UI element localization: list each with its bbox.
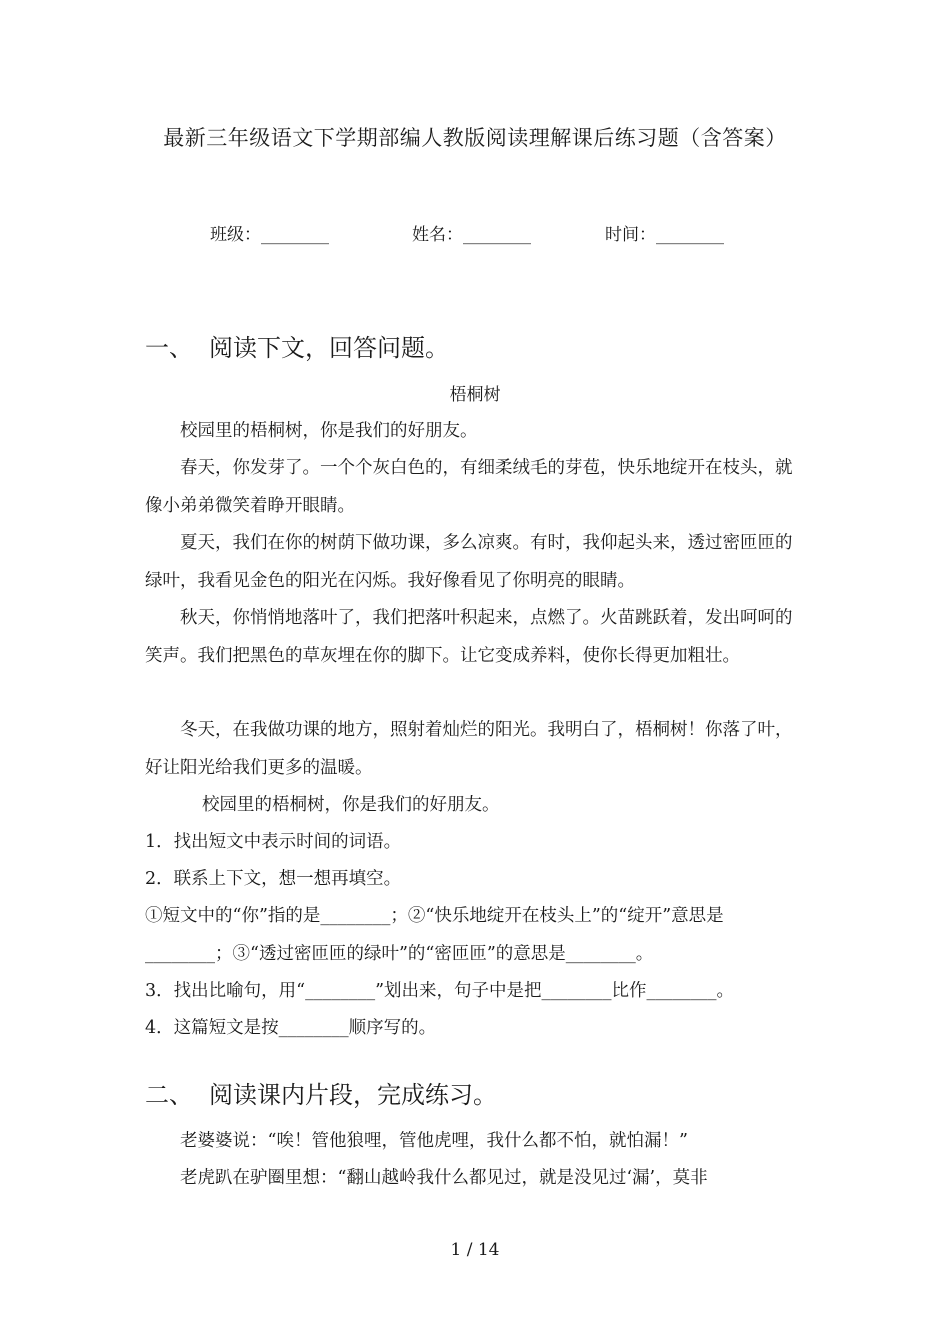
section-2-number: 二、: [145, 1081, 193, 1109]
passage-paragraph: 校园里的梧桐树，你是我们的好朋友。: [180, 421, 478, 441]
name-field: 姓名：________: [412, 225, 531, 245]
section-1-number: 一、: [145, 334, 193, 362]
question-2-blanks: ①短文中的“你”指的是________；②“快乐地绽开在枝头上”的“绽开”意思是________；③“透过密匝匝的绿叶”的“密匝匝”的意思是________。: [145, 906, 724, 964]
time-field: 时间：________: [605, 225, 724, 245]
excerpt-paragraph: 老婆婆说：“唉！管他狼哩，管他虎哩，我什么都不怕，就怕漏！”: [180, 1131, 688, 1151]
page-indicator: 1 / 14: [450, 1240, 500, 1260]
class-field: 班级：________: [210, 225, 329, 245]
passage-paragraph: 秋天，你悄悄地落叶了，我们把落叶积起来，点燃了。火苗跳跃着，发出呵呵的笑声。我们把黑色的草灰埋在你的脚下。让它变成养料，使你长得更加粗壮。: [145, 608, 793, 666]
section-2-heading: [145, 1075, 497, 1110]
question-4: 4．这篇短文是按________顺序写的。: [145, 1018, 437, 1038]
passage-paragraph: 春天，你发芽了。一个个灰白色的，有细柔绒毛的芽苞，快乐地绽开在枝头，就像小弟弟微笑着睁开眼睛。: [145, 458, 793, 516]
passage-paragraph: 校园里的梧桐树，你是我们的好朋友。: [202, 795, 500, 815]
passage-paragraph: 夏天，我们在你的树荫下做功课，多么凉爽。有时，我仰起头来，透过密匝匝的绿叶，我看见金色的阳光在闪烁。我好像看见了你明亮的眼睛。: [145, 533, 793, 591]
question-2: 2．联系上下文，想一想再填空。: [145, 869, 402, 889]
section-1-heading: [145, 328, 449, 363]
section-1-title: 阅读下文，回答问题。: [209, 334, 449, 362]
excerpt-paragraph: 老虎趴在驴圈里想：“翻山越岭我什么都见过，就是没见过‘漏’，莫非: [180, 1168, 708, 1188]
section-2-title: 阅读课内片段，完成练习。: [209, 1081, 497, 1109]
passage-paragraph: 冬天，在我做功课的地方，照射着灿烂的阳光。我明白了，梧桐树！你落了叶，好让阳光给我们更多的温暖。: [145, 720, 793, 778]
passage-title: 梧桐树: [449, 385, 501, 405]
question-1: 1．找出短文中表示时间的词语。: [145, 832, 402, 852]
question-3: 3．找出比喻句，用“________”划出来，句子中是把________比作________。: [145, 981, 735, 1001]
document-title: 最新三年级语文下学期部编人教版阅读理解课后练习题（含答案）: [163, 126, 787, 150]
